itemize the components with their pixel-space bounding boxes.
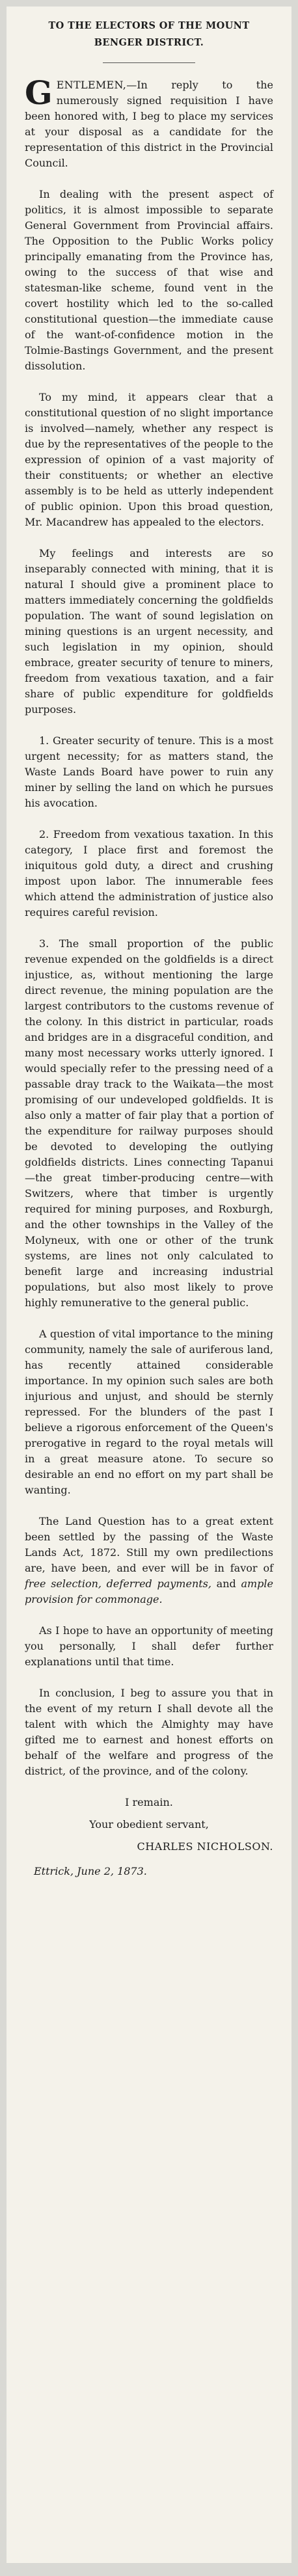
paragraph-conclusion: In conclusion, I beg to assure you that in the event of my return I shall devote all the talent with which the Almighty may have gifted me to earnest and honest efforts on behalf of the welfare and progress of the district, of the province, and of the colony. — [25, 1687, 273, 1777]
subheadline: BENGER DISTRICT. — [94, 37, 204, 48]
paragraph-vexatious-taxation: 2. Freedom from vexatious taxation. In this category, I place first and foremost the iniquitous gold duty, a direct and crushing impost upon labor. The innumerable fees which attend the administration of justice also requires careful revision. — [25, 828, 273, 919]
drop-cap: G — [25, 74, 53, 112]
emphasis-text: free selection, deferred payments, — [25, 1577, 211, 1590]
paragraph-text: —In reply to the numerously signed requisition I have been honored with, I beg to place my services at your disposal as a candidate for the representation of this district in the Provincial Council. — [25, 79, 273, 169]
paragraph-auriferous-land: A question of vital importance to the mining community, namely the sale of auriferous land, has recently attained considerable importance. In my opinion such sales are both injurious and unjust, and should be sternly repressed. For the blunders of the past I believe a rigorous enforcement of the Queen's prerogative in regard to the royal metals will in a great measure atone. To secure so desirable an end no effort on my part shall be wanting. — [25, 1328, 273, 1496]
greeting-word: ENTLEMEN, — [56, 79, 127, 91]
headline: TO THE ELECTORS OF THE MOUNT — [48, 20, 250, 31]
signature: CHARLES NICHOLSON. — [137, 1840, 273, 1853]
paragraph-constitutional-question: To my mind, it appears clear that a constitutional question of no slight importance is involved—namely, whether any respect is due by the representatives of the people to the expression of opinion of a vast majority of their constituents; or whether an elective assembly is to be held as utterly independent of public opinion. Upon this broad question, Mr. Macandrew has appealed to the electors. — [25, 391, 273, 528]
paragraph-text: and — [211, 1577, 241, 1590]
dateline: Ettrick, June 2, 1873. — [34, 1865, 147, 1877]
paragraph-land-question — [25, 1514, 273, 1607]
divider — [103, 62, 195, 63]
closing-remain: I remain. — [125, 1796, 173, 1808]
closing-servant: Your obedient servant, — [89, 1818, 209, 1831]
paragraph-public-revenue: 3. The small proportion of the public revenue expended on the goldfields is a direct injustice, as, without mentioning the large direct revenue, the mining population are the largest contributors to the customs revenue of the colony. In this district in particular, roads and bridges are in a disgraceful condition, and many most necessary works utterly ignored. I would specially refer to the pressing need of a passable dray track to the Waikata—the most promising of our undeveloped goldfields. It is also only a matter of fair play that a portion of the expenditure for railway purposes should be devoted to developing the outlying goldfields districts. Lines connecting Tapanui—the great timber-producing centre—with Switzers, where that timber is urgently required for mining purposes, and Roxburgh, and the other townships in the Valley of the Molyneux, with one or other of the trunk systems, are lines not only calculated to benefit large and increasing industrial populations, but also most likely to prove highly remunerative to the general public. — [25, 937, 273, 1309]
paragraph-text: The Land Question has to a great extent been settled by the passing of the Waste Lands Act, 1872. Still my own predilections are, have been, and ever will be in favor of — [25, 1515, 273, 1574]
paragraph-meeting: As I hope to have an opportunity of meeting you personally, I shall defer further explanations until that time. — [25, 1624, 273, 1668]
paragraph-security-of-tenure: 1. Greater security of tenure. This is a most urgent necessity; for as matters stand, the Waste Lands Board have power to ruin any miner by selling the land on which he pursues his avocation. — [25, 734, 273, 809]
paragraph-politics: In dealing with the present aspect of politics, it is almost impossible to separate General Government from Provincial affairs. The Opposition to the Public Works policy principally emanating from the Province has, owing to the success of that wise and statesman-like scheme, found vent in the covert hostility which led to the so-called constitutional question—the immediate cause of the want-of-confidence motion in the Tolmie-Bastings Government, and the present dissolution. — [25, 188, 273, 372]
paragraph-greeting — [25, 74, 273, 171]
newspaper-clipping — [7, 7, 291, 2563]
paragraph-mining-interests: My feelings and interests are so inseparably connected with mining, that it is natural I should give a prominent place to matters immediately concerning the goldfields population. The want of sound legislation on mining questions is an urgent necessity, and such legislation in my opinion, should embrace, greater security of tenure to miners, freedom from vexatious taxation, and a fair share of public expenditure for goldfields purposes. — [25, 547, 273, 716]
emphasis-text: ample provision for commonage. — [25, 1577, 273, 1605]
